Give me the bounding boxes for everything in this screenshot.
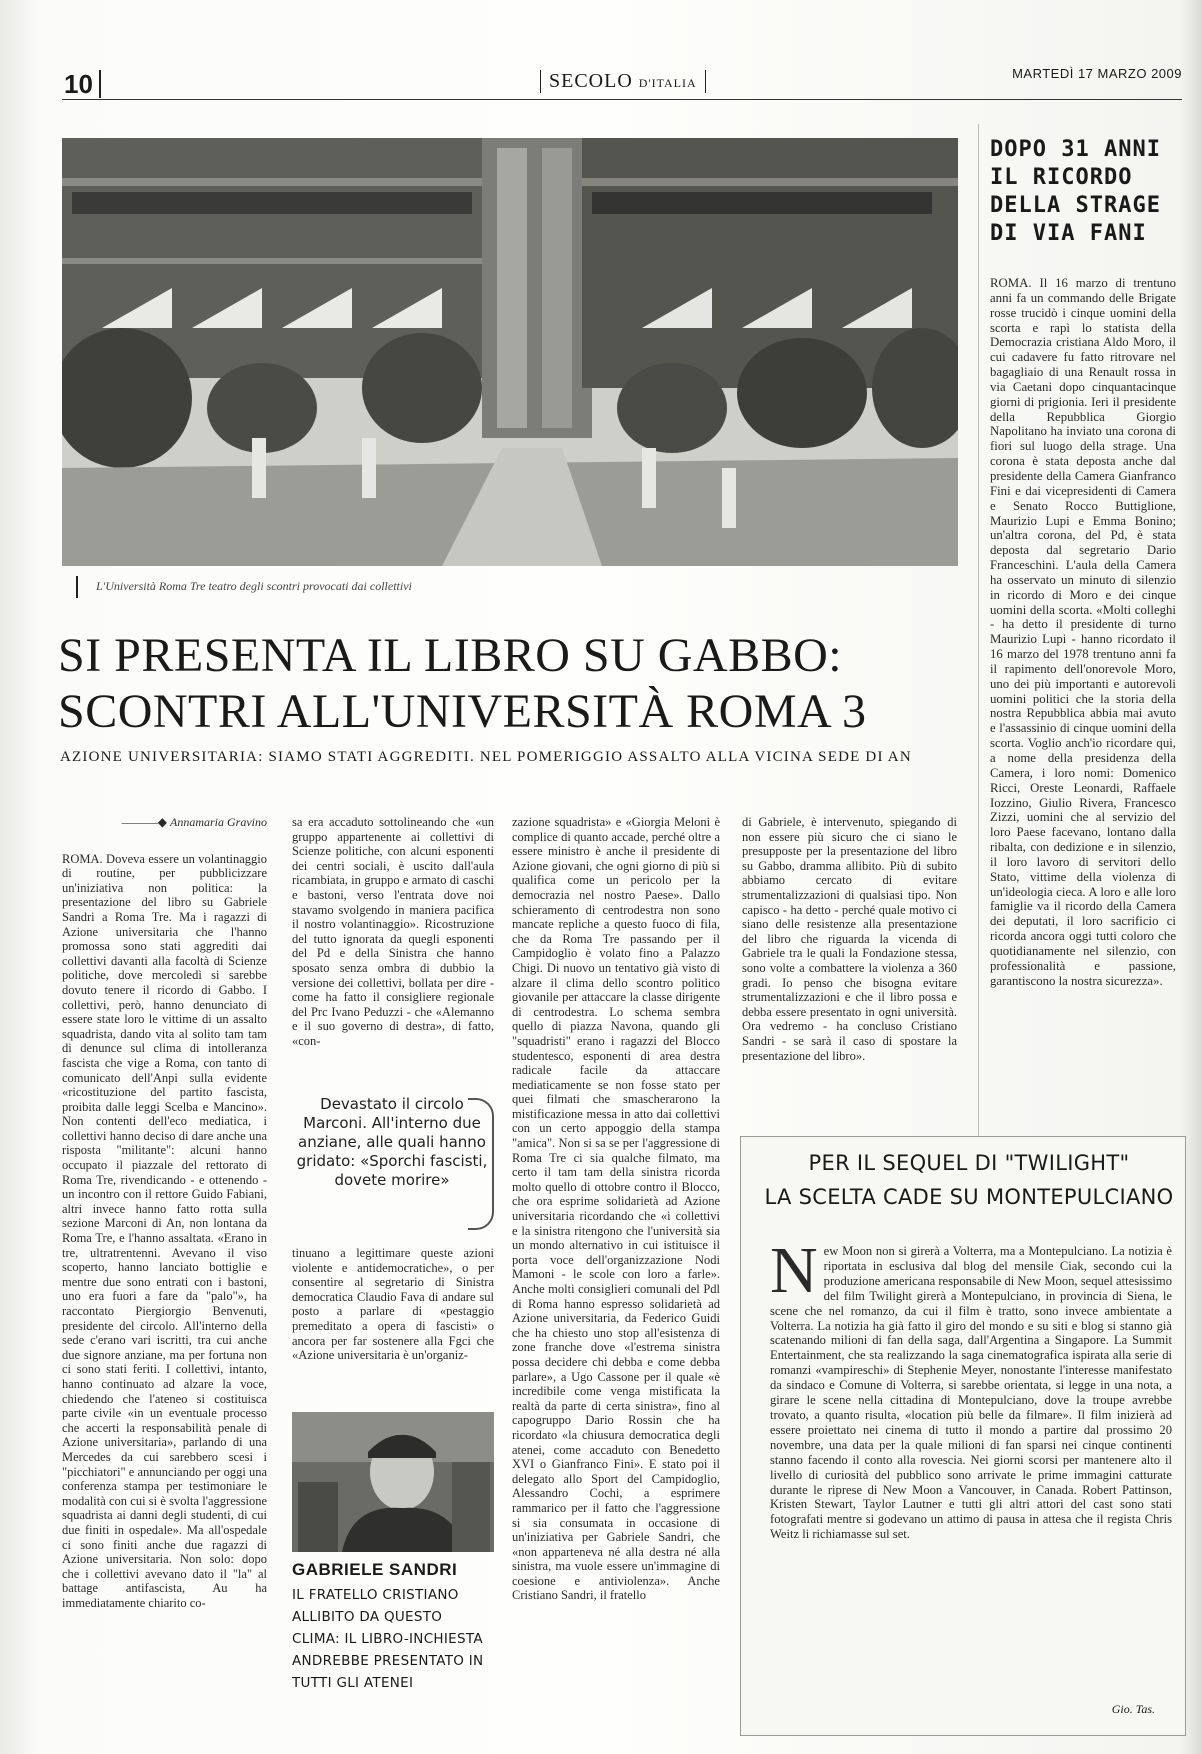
- sandri-box: [292, 1552, 494, 1717]
- paper-name-main: SECOLO: [549, 70, 633, 92]
- gabriele-sandri-portrait: [292, 1412, 494, 1552]
- twilight-body: [770, 1244, 1172, 1714]
- university-photo: [62, 138, 958, 566]
- sidebar-headline: DOPO 31 ANNI IL RICORDO DELLA STRAGE DI VIA FANI: [990, 137, 1161, 246]
- article-column-2-bottom: [292, 1246, 494, 1396]
- issue-date: MARTEDÌ 17 MARZO 2009: [1012, 66, 1182, 81]
- byline: ———◆ Annamaria Gravino: [62, 815, 267, 830]
- column-3-text: zazione squadrista» e «Giorgia Meloni è complice di quanto accade, perché oltre a essere ministro è anche il presidente di Azione giovani, che ogni giorno di più si qualifica come un pericolo per la democrazia nel nostro Paese». Dallo schieramento di centrodestra non sono mancate repliche a questo fuoco di fila, che da Roma Tre passando per il Campidoglio è volato fino a Palazzo Chigi. Di nuovo un tentativo già visto di alzare il clima dello scontro politico giovanile per attaccare la classe dirigente di centrodestra. Lo schema sembra quello di piazza Navona, quando gli "squadristi" erano i ragazzi del Blocco studentesco, esponenti di area destra radicale facile da attaccare mediaticamente se non fosse stato per quei filmati che smascherarono la mistificazione messa in atto dai collettivi con un certo appoggio della stampa "amica". Non si sa se per l'aggressione di Roma Tre ci sia qualche filmato, ma certo il tam tam della sinistra ricorda molto quello di ottobre contro il Blocco, che ora esprime solidarietà ad Azione universitaria ricordando che «i collettivi e la sinistra ritengono che l'università sia un mondo alternativo in cui istituisce il porta voce dell'organizzazione Nodi Mamoni - le scole con loro a farle». Anche molti consiglieri comunali del Pdl di Roma hanno espresso solidarietà ad Azione universitaria, da Federico Guidi che ha chiesto uno stop all'esistenza di zone franche dove «l'estrema sinistra possa decidere chi debba e come debba parlare», a Ugo Cassone per il quale «è incredibile come venga mistificata la realtà da parte di certa sinistra», fino al capogruppo Dario Rossin che ha ricordato «la chiusura democratica degli atenei, come accaduto con Benedetto XVI o Gianfranco Fini». E stato poi il delegato allo Sport del Campidoglio, Alessandro Cochi, a esprimere rammarico per il fatto che l'aggressione si sia consumata in occasione di un'iniziativa per Gabriele Sandri, che «non apparteneva né alla destra né alla sinistra, ma vuole essere un'immagine di coesione e antiviolenza». Anche Cristiano Sandri, il fratello: [512, 815, 720, 1603]
- twilight-dropcap: N: [770, 1244, 818, 1307]
- headline-line-2: SCONTRI ALL'UNIVERSITÀ ROMA 3: [58, 685, 867, 738]
- headline-line-1: SI PRESENTA IL LIBRO SU GABBO:: [58, 629, 843, 682]
- article-headline: [58, 628, 958, 740]
- column-2-text-bottom: tinuano a legittimare queste azioni violente e antidemocratiche», o per consentire al segretario di Sinistra democratica Claudio Fava di andare sul posto a parlare di «pestaggio premeditato a opera di fascisti» o ancora per far sostenere alla Fgci che «Azione universitaria è un'organiz-: [292, 1246, 494, 1363]
- article-column-3: [512, 815, 720, 1730]
- article-column-4: [742, 815, 957, 1097]
- pull-quote-brace: [468, 1098, 494, 1230]
- twilight-signature: Gio. Tas.: [1111, 1702, 1155, 1716]
- masthead: [62, 66, 1182, 100]
- article-column-2-top: [292, 815, 494, 1077]
- column-2-text-top: sa era accaduto sottolineando che «un gruppo appartenente ai collettivi di Scienze politiche, con alcuni esponenti dei centri sociali, è uscito dall'aula ricambiata, in gruppo e armato di caschi e bastoni, verso l'entrata dove noi stavamo svolgendo in maniera pacifica il nostro volantinaggio». Ricostruzione del tutto ignorata da quegli esponenti del Pd e della Sinistra che hanno sposato senza ombra di dubbio la versione dei collettivi, bollata per dire - come ha fatto il consigliere regionale del Prc Ivano Peduzzi - che «Alemanno e il suo governo di destra», di fatto, «con-: [292, 815, 494, 1048]
- column-1-text: ROMA. Doveva essere un volantinaggio di routine, per pubblicizzare un'iniziativa non politica: la presentazione del libro su Gabriele Sandri a Roma Tre. Ma i ragazzi di Azione universitaria che l'hanno promossa sono stati aggrediti dai collettivi davanti alla facoltà di Scienze politiche, dove mercoledì si sarebbe dovuto tenere il ricordo di Gabbo. I collettivi, però, hanno denunciato di essere state loro le vittime di un assalto squadrista, dando vita al solito tam tam di denunce sul clima di intolleranza fascista che vige a Roma, con tanto di comunicato dell'Anpi sulla evidente «ricostituzione del partito fascista, proibita dalle leggi Scelba e Mancino». Non contenti dell'eco mediatica, i collettivi hanno deciso di dare anche una risposta "militante": alcuni hanno occupato il piazzale del rettorato di Roma Tre, rivendicando - e ottenendo - un incontro con il rettore Guido Fabiani, altri invece hanno fatto rotta sulla sezione Marconi di An, non lontana da Roma Tre, e l'hanno assaltata. «Erano in tre, ultratrentenni. Avevano il viso scoperto, hanno lanciato bottiglie e mentre due sono entrati con i bastoni, uno era fuori a fare da "palo"», ha raccontato Piergiorgio Benvenuti, presidente del circolo. All'interno della sede c'erano vari iscritti, tra cui anche due signore anziane, ma per fortuna non ci sono stati feriti. I collettivi, intanto, hanno continuato ad alzare la voce, chiedendo che l'ateneo si costituisca parte civile «in un eventuale processo che accerti la responsabilità penale di Azione universitaria», parlando di una Mercedes da cui sarebbero scesi i "picchiatori" e annunciando per oggi una conferenza stampa per testimoniare le modalità con cui si è svolta l'aggressione squadrista ai danni degli studenti, di cui due finiti in ospedale». Ma all'ospedale ci sono finiti anche due ragazzi di Azione universitaria. Non solo: dopo che i collettivi avevano dato il "la" al battage antifascista, Au ha immediatamente chiarito co-: [62, 851, 267, 1610]
- sandri-photo: [292, 1412, 494, 1552]
- pull-quote: Devastato il circolo Marconi. All'interno due anziane, alle quali hanno gridato: «Sporchi fascisti, dovete morire»: [296, 1095, 488, 1189]
- twilight-headline-line-2: LA SCELTA CADE SU MONTEPULCIANO: [764, 1185, 1174, 1209]
- twilight-text: ew Moon non si girerà a Volterra, ma a Montepulciano. La notizia è riportata in esclusiva dal blog del mensile Ciak, secondo cui la produzione americana responsabile di New Moon, sequel attesissimo del film Twilight girerà a Montepulciano, in provincia di Siena, le scene che nel romanzo, da cui il film è tratto, sono invece ambientate a Volterra. La notizia ha già fatto il giro del mondo e su siti e blog si stanno già scatenando milioni di fan della saga, dall'Argentina a Singapore. La Summit Entertainment, che sta realizzando la saga cinematografica ispirata alla serie di romanzi «vampireschi» di Stephenie Meyer, nonostante l'interesse manifestato da sindaco e Comune di Volterra, si sarebbe orientata, si legge in una nota, a girare le scene nella cittadina di Montepulciano, dove la troupe avrebbe trovato, a quanto risulta, «location più belle da filmare». Il film inizierà ad essere proiettato nei cinema di tutto il mondo a partire dal prossimo 20 novembre, una data per la quale milioni di fan sparsi nei cinque continenti stanno facendo il conto alla rovescia. Nei giorni scorsi per mantenere alto il livello di curiosità del pubblico sono arrivate le prime immagini catturate durante le riprese di New Moon a Vancouver, in Canada. Robert Pattinson, Kristen Stewart, Taylor Lautner e tutti gli altri attori del cast sono stati fotografati mentre si godevano un attimo di pausa in attesa che il regista Chris Weitz li richiamasse sul set.: [770, 1244, 1172, 1542]
- sidebar-text: ROMA. Il 16 marzo di trentuno anni fa un commando delle Brigate rosse trucidò i cinque uomini della scorta e rapì lo statista della Democrazia cristiana Aldo Moro, il cui cadavere fu fatto ritrovare nel bagagliaio di una Renault rossa in via Caetani dopo cinquantacinque giorni di prigionia. Ieri il presidente della Repubblica Giorgio Napolitano ha inviato una corona di fiori sul luogo della strage. Una corona è stata deposta anche dal presidente della Camera Gianfranco Fini e dai vicepresidenti di Camera e Senato Rocco Buttiglione, Maurizio Lupi e Emma Bonino; un'altra corona, del Pd, è stata deposta dal segretario Dario Franceschini. L'aula della Camera ha osservato un minuto di silenzio in ricordo di Moro e dei cinque uomini della scorta. «Molti colleghi - ha detto il presidente di turno Maurizio Lupi - hanno ricordato il 16 marzo del 1978 trentuno anni fa il rapimento dell'onorevole Moro, uno dei più importanti e autorevoli uomini politici che la storia della nostra Repubblica abbia mai avuto e l'assassinio di cinque uomini della scorta. Voglio anch'io ricordare qui, a nome della presidenza della Camera, i loro nomi: Domenico Ricci, Oreste Leonardi, Raffaele Iozzino, Giulio Rivera, Francesco Zizzi, uomini che al servizio del loro Paese facevano, lontano dalla ribalta, con dedizione e in silenzio, il loro lavoro di servitori dello Stato, vittime della violenza di un'ideologia cieca. A loro e alle loro famiglie va il ricordo della Camera dei deputati, il loro sacrificio ci ricorda ancora oggi tutti coloro che quotidianamente nel silenzio, con professionalità e passione, garantiscono la nostra sicurezza».: [990, 276, 1176, 988]
- university-building-image: [62, 138, 958, 566]
- page-number: 10: [64, 70, 101, 98]
- sandri-name: GABRIELE SANDRI: [292, 1560, 458, 1579]
- paper-name-suffix: D'ITALIA: [638, 76, 697, 90]
- sidebar-body: [990, 276, 1176, 1136]
- article-column-1: [62, 815, 267, 1735]
- twilight-headline-line-1: PER IL SEQUEL DI "TWILIGHT": [808, 1151, 1130, 1175]
- article-subheadline: AZIONE UNIVERSITARIA: SIAMO STATI AGGREDITI. NEL POMERIGGIO ASSALTO ALLA VICINA SEDE DI AN: [60, 749, 912, 765]
- column-4-text: di Gabriele, è intervenuto, spiegando di non essere più sicuro che ci siano le presupposte per la presentazione del libro su Gabbo, dramma allibito. Più di subito abbiamo cercato di evitare strumentalizzazioni di qualsiasi tipo. Non capisco - ha detto - perché quale motivo ci siano delle resistenze alla presentazione del libro che riguarda la vicenda di Gabriele tra le quali la Fondazione stessa, sono volte a combattere la violenza a 360 gradi. Io penso che bisogna evitare strumentalizzazioni e che il libro possa e debba essere presentato in ogni università. Ora vedremo - ha concluso Cristiano Sandri - se sarà il caso di spostare la presentazione del libro».: [742, 815, 957, 1063]
- photo-caption: L'Università Roma Tre teatro degli scontri provocati dai collettivi: [76, 576, 412, 598]
- sandri-text: IL FRATELLO CRISTIANO ALLIBITO DA QUESTO CLIMA: IL LIBRO-INCHIESTA ANDREBBE PRESENTATO IN TUTTI GLI ATENEI: [292, 1587, 484, 1691]
- newspaper-name: [540, 70, 706, 93]
- twilight-headline: [764, 1146, 1174, 1214]
